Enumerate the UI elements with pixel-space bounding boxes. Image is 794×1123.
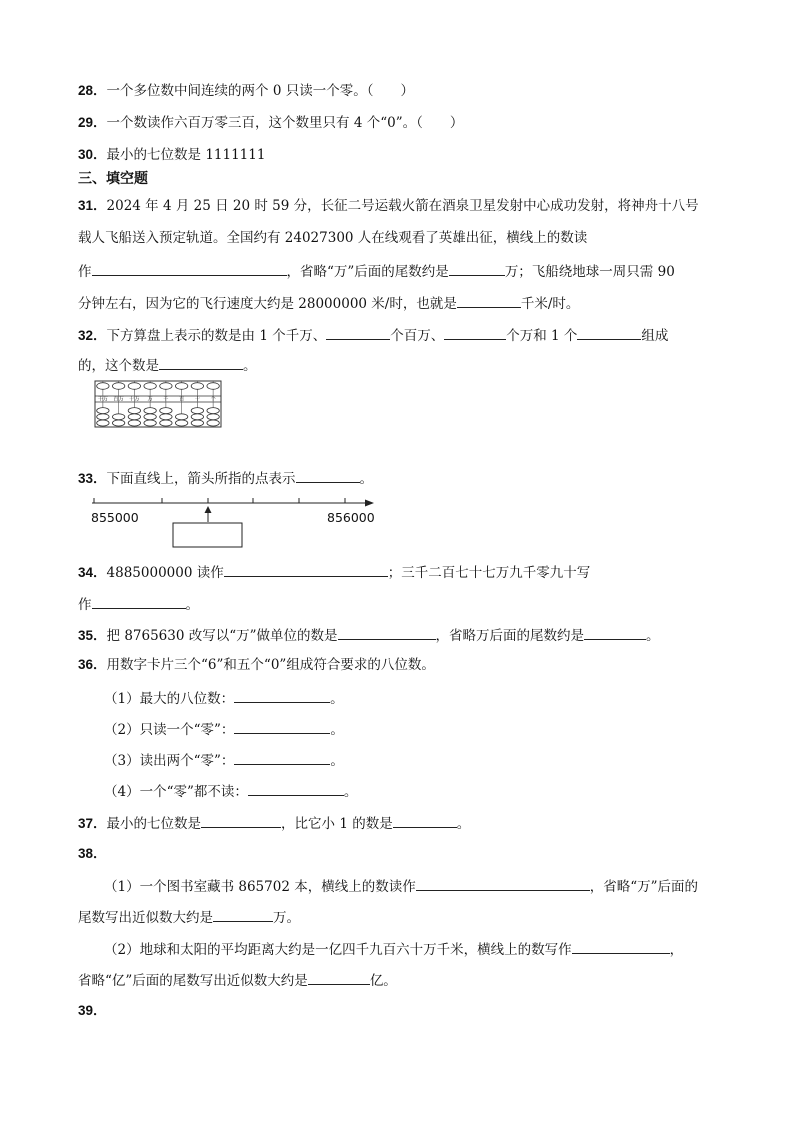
abacus-place-label: 十 <box>194 396 200 403</box>
question-36-sub-4 <box>104 781 357 801</box>
question-31-line-1 <box>78 197 699 215</box>
abacus-bead <box>97 408 109 414</box>
question-number: 37． <box>78 816 107 831</box>
question-34-line-1 <box>78 562 590 582</box>
abacus-bead <box>144 414 156 420</box>
abacus-bead <box>191 420 203 426</box>
abacus-bead <box>160 408 172 414</box>
question-text: 最小的七位数是 1111111 <box>106 147 266 163</box>
question-number: 35． <box>78 628 107 643</box>
question-36-sub-2 <box>104 719 344 739</box>
text-fragment: 。 <box>343 784 358 800</box>
question-32-line-1 <box>78 325 668 345</box>
text-fragment: 。 <box>330 722 344 738</box>
abacus-bead <box>207 414 219 420</box>
question-text: 用数字卡片三个“6”和五个“0”组成符合要求的八位数。 <box>106 657 435 673</box>
abacus-bead <box>128 414 140 420</box>
text-fragment: 下面直线上，箭头所指的点表示 <box>106 471 296 487</box>
question-36-sub-1 <box>104 688 344 708</box>
answer-blank[interactable] <box>296 468 360 483</box>
abacus-bead <box>144 420 156 426</box>
text-fragment: （1）一个图书室藏书 865702 本，横线上的数读作 <box>104 879 416 895</box>
abacus-bead <box>128 408 140 414</box>
abacus-place-label: 个 <box>210 396 216 403</box>
question-31-line-3 <box>78 261 675 281</box>
text-fragment: （2）地球和太阳的平均距离大约是一亿四千九百六十万千米，横线上的数写作 <box>104 942 572 958</box>
question-29 <box>78 114 463 132</box>
text-fragment: （4）一个“零”都不读： <box>104 784 248 800</box>
text-fragment: 省略“亿”后面的尾数写出近似数大约是 <box>78 973 308 989</box>
text-fragment: ， <box>669 942 684 958</box>
text-fragment: 万；飞船绕地球一周只需 90 <box>504 264 675 280</box>
abacus-place-label: 千万 <box>97 396 109 403</box>
abacus-bead <box>207 383 219 390</box>
abacus-place-label: 百万 <box>113 396 124 403</box>
text-fragment: 的，这个数是 <box>78 358 159 374</box>
abacus-bead <box>128 383 140 390</box>
abacus-bead <box>160 420 172 426</box>
answer-blank[interactable] <box>308 970 370 985</box>
answer-blank[interactable] <box>416 876 590 891</box>
answer-blank[interactable] <box>159 355 243 370</box>
answer-blank[interactable] <box>92 594 186 609</box>
question-32-line-2 <box>78 355 257 375</box>
answer-blank[interactable] <box>234 688 330 703</box>
text-fragment: ，比它小 1 的数是 <box>281 816 393 832</box>
text-fragment: 万。 <box>273 910 300 926</box>
left-tick-label: 855000 <box>91 510 139 525</box>
number-line-figure <box>86 494 382 554</box>
question-number: 33． <box>78 471 107 486</box>
question-number: 36． <box>78 657 107 672</box>
abacus-bead <box>191 414 203 420</box>
text-fragment: 千米/时。 <box>520 296 580 312</box>
question-number: 39． <box>78 1003 107 1018</box>
text-fragment: 。 <box>243 358 257 374</box>
abacus-bead <box>175 420 187 426</box>
question-number: 38． <box>78 846 107 861</box>
answer-blank[interactable] <box>201 813 281 828</box>
answer-blank[interactable] <box>444 325 506 340</box>
question-number: 28． <box>78 83 107 98</box>
answer-blank[interactable] <box>224 562 388 577</box>
abacus-place-label: 百 <box>179 396 185 403</box>
question-38-part-2-line-1 <box>104 939 683 959</box>
abacus-bead <box>160 383 172 390</box>
pointer-arrowhead-icon <box>205 506 212 513</box>
question-number: 31． <box>78 198 107 213</box>
question-38-part-1-line-1 <box>104 876 698 896</box>
text-fragment: 作 <box>78 597 92 613</box>
question-38-part-1-line-2 <box>78 907 300 927</box>
abacus-bead <box>160 414 172 420</box>
text-fragment: 。 <box>185 597 199 613</box>
text-fragment: 把 8765630 改写以“万”做单位的数是 <box>106 628 338 644</box>
abacus-bead <box>112 414 124 420</box>
question-38-part-2-line-2 <box>78 970 397 990</box>
abacus-bead <box>97 414 109 420</box>
text-fragment: ，省略“万”后面的尾数约是 <box>286 264 449 280</box>
answer-blank[interactable] <box>248 781 344 796</box>
text-fragment: （1）最大的八位数： <box>104 691 235 707</box>
abacus-bead <box>112 383 124 390</box>
text-fragment: 亿。 <box>369 973 397 989</box>
text-fragment: ；三千二百七十七万九千零九十写 <box>387 565 591 581</box>
question-text: 一个多位数中间连续的两个 0 只读一个零。（ ） <box>106 83 414 99</box>
answer-blank[interactable] <box>326 325 390 340</box>
section-heading: 三、填空题 <box>78 171 148 187</box>
abacus-bead <box>128 420 140 426</box>
abacus-bead <box>144 383 156 390</box>
abacus-bead <box>97 383 109 390</box>
abacus-bead <box>112 420 124 426</box>
text-fragment: 4885000000 读作 <box>106 565 224 581</box>
abacus-bead <box>175 414 187 420</box>
answer-blank[interactable] <box>234 719 330 734</box>
answer-blank[interactable] <box>572 939 670 954</box>
question-31-line-4 <box>78 293 579 313</box>
abacus-bead <box>191 383 203 390</box>
question-39 <box>78 1002 107 1020</box>
answer-box <box>173 523 242 547</box>
question-number: 34． <box>78 565 107 580</box>
question-34-line-2 <box>78 594 199 614</box>
abacus-bead <box>175 383 187 390</box>
text-fragment: 下方算盘上表示的数是由 1 个千万、 <box>106 328 327 344</box>
text-fragment: 。 <box>359 471 374 487</box>
text-fragment: （2）只读一个“零”： <box>104 722 235 738</box>
text-fragment: 尾数写出近似数大约是 <box>78 910 213 926</box>
answer-blank[interactable] <box>338 625 436 640</box>
text-fragment: 作 <box>78 264 92 280</box>
abacus-bead <box>97 420 109 426</box>
answer-blank[interactable] <box>449 261 505 276</box>
abacus-place-label: 万 <box>147 396 153 403</box>
question-33 <box>78 468 373 488</box>
text-fragment: 。 <box>330 691 344 707</box>
text-fragment: 。 <box>646 628 660 644</box>
text-fragment: 。 <box>456 816 471 832</box>
answer-blank[interactable] <box>213 907 273 922</box>
text-fragment: 最小的七位数是 <box>106 816 202 832</box>
question-text: 2024 年 4 月 25 日 20 时 59 分，长征二号运载火箭在酒泉卫星发射中心成功发射，将神舟十八号 <box>106 198 699 214</box>
question-text: 一个数读作六百万零三百，这个数里只有 4 个“0”。（ ） <box>106 115 464 131</box>
text-fragment: 个万和 1 个 <box>506 328 578 344</box>
question-28 <box>78 82 414 100</box>
answer-blank[interactable] <box>577 325 641 340</box>
abacus-bead <box>207 420 219 426</box>
question-number: 29． <box>78 115 107 130</box>
question-number: 32． <box>78 328 107 343</box>
text-fragment: 分钟左右，因为它的飞行速度大约是 28000000 米/时，也就是 <box>78 296 457 312</box>
answer-blank[interactable] <box>393 813 457 828</box>
question-38 <box>78 845 107 863</box>
question-number: 30． <box>78 147 107 162</box>
question-36 <box>78 656 435 674</box>
question-31-line-2: 载人飞船送入预定轨道。全国约有 24027300 人在线观看了英雄出征，横线上的数读 <box>78 230 588 246</box>
answer-blank[interactable] <box>584 625 646 640</box>
abacus-bead <box>207 408 219 414</box>
arrowhead-icon <box>365 500 374 507</box>
answer-blank[interactable] <box>234 750 330 765</box>
answer-blank[interactable] <box>457 293 521 308</box>
question-37 <box>78 813 470 833</box>
abacus-bead <box>144 408 156 414</box>
text-fragment: ，省略“万”后面的 <box>589 879 699 895</box>
question-36-sub-3 <box>104 750 344 770</box>
abacus-bead <box>191 408 203 414</box>
abacus-figure <box>93 380 223 428</box>
answer-blank[interactable] <box>92 261 287 276</box>
abacus-place-label: 十万 <box>129 396 140 403</box>
text-fragment: ，省略万后面的尾数约是 <box>435 628 585 644</box>
right-tick-label: 856000 <box>327 510 375 525</box>
text-fragment: （3）读出两个“零”： <box>104 753 235 769</box>
abacus-place-label: 千 <box>163 396 169 403</box>
text-fragment: 。 <box>330 753 344 769</box>
text-fragment: 组成 <box>641 328 669 344</box>
text-fragment: 个百万、 <box>390 328 445 344</box>
question-30 <box>78 146 265 164</box>
question-35 <box>78 625 660 645</box>
